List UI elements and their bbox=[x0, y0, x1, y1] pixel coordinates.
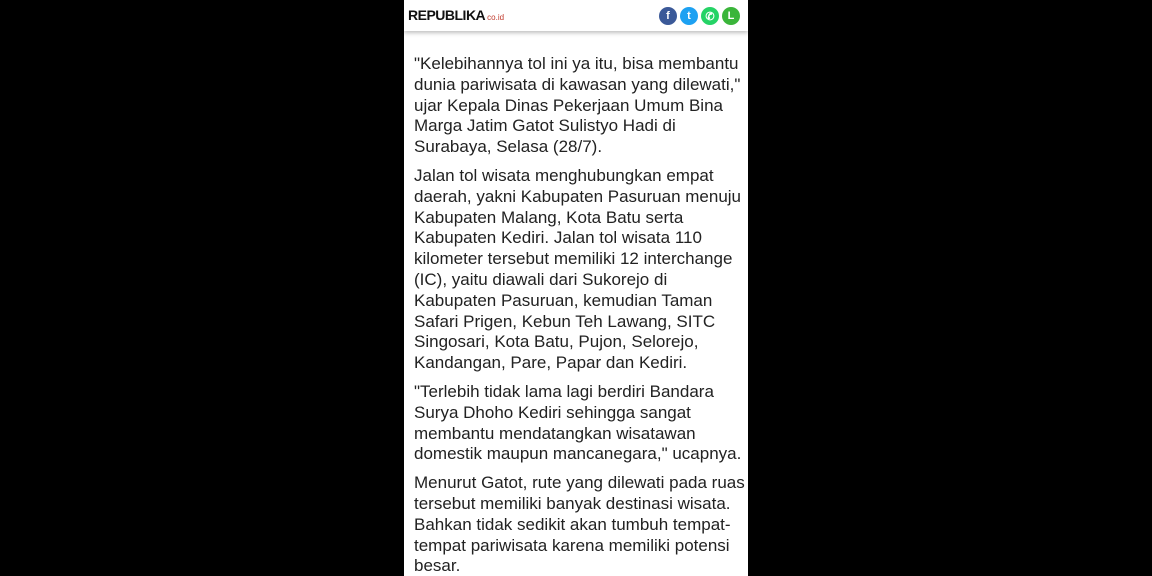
paragraph-line: (IC), yaitu diawali dari Sukorejo di bbox=[414, 269, 668, 289]
site-header bbox=[404, 0, 748, 31]
line-share-icon[interactable]: L bbox=[722, 7, 740, 25]
paragraph-line: Kabupaten Malang, Kota Batu serta bbox=[414, 207, 684, 227]
twitter-share-icon[interactable]: t bbox=[680, 7, 698, 25]
paragraph-line: domestik maupun mancanegara," ucapnya. bbox=[414, 444, 742, 464]
paragraph-line: Singosari, Kota Batu, Pujon, Selorejo, bbox=[414, 332, 699, 352]
whatsapp-share-icon[interactable]: ✆ bbox=[701, 7, 719, 25]
paragraph-line: Jalan tol wisata menghubungkan empat bbox=[414, 165, 714, 185]
paragraph-line: ujar Kepala Dinas Pekerjaan Umum Bina bbox=[414, 95, 723, 115]
logo-suffix: co.id bbox=[487, 13, 505, 22]
paragraph-line: Menurut Gatot, rute yang dilewati pada ruas bbox=[414, 473, 745, 493]
paragraph-line: "Terlebih tidak lama lagi berdiri Bandara bbox=[414, 381, 714, 401]
facebook-share-icon[interactable]: f bbox=[659, 7, 677, 25]
article-paragraph bbox=[414, 54, 744, 158]
paragraph-line: Surya Dhoho Kediri sehingga sangat bbox=[414, 402, 691, 422]
article-page bbox=[404, 0, 748, 576]
republika-logo[interactable] bbox=[408, 7, 504, 23]
paragraph-line: besar. bbox=[414, 556, 461, 576]
paragraph-line: dunia pariwisata di kawasan yang dilewati," bbox=[414, 74, 741, 94]
article-paragraph bbox=[414, 473, 744, 576]
paragraph-line: "Kelebihannya tol ini ya itu, bisa membantu bbox=[414, 54, 739, 73]
logo-text: REPUBLIKA bbox=[408, 7, 486, 23]
paragraph-line: membantu mendatangkan wisatawan bbox=[414, 423, 696, 443]
article-paragraph bbox=[414, 382, 744, 465]
paragraph-line: Bahkan tidak sedikit akan tumbuh tempat- bbox=[414, 514, 731, 534]
paragraph-line: Surabaya, Selasa (28/7). bbox=[414, 137, 603, 157]
paragraph-line: tempat pariwisata karena memiliki potensi bbox=[414, 535, 730, 555]
paragraph-line: tersebut memiliki banyak destinasi wisata. bbox=[414, 493, 731, 513]
paragraph-line: Kandangan, Pare, Papar dan Kediri. bbox=[414, 353, 688, 373]
paragraph-line: kilometer tersebut memiliki 12 interchange bbox=[414, 249, 733, 269]
paragraph-line: Kabupaten Kediri. Jalan tol wisata 110 bbox=[414, 228, 702, 248]
article-body bbox=[414, 54, 744, 576]
article-paragraph bbox=[414, 166, 744, 374]
paragraph-line: Kabupaten Pasuruan, kemudian Taman bbox=[414, 290, 713, 310]
paragraph-line: Safari Prigen, Kebun Teh Lawang, SITC bbox=[414, 311, 716, 331]
paragraph-line: daerah, yakni Kabupaten Pasuruan menuju bbox=[414, 186, 742, 206]
paragraph-line: Marga Jatim Gatot Sulistyo Hadi di bbox=[414, 116, 676, 136]
share-buttons bbox=[659, 7, 740, 25]
